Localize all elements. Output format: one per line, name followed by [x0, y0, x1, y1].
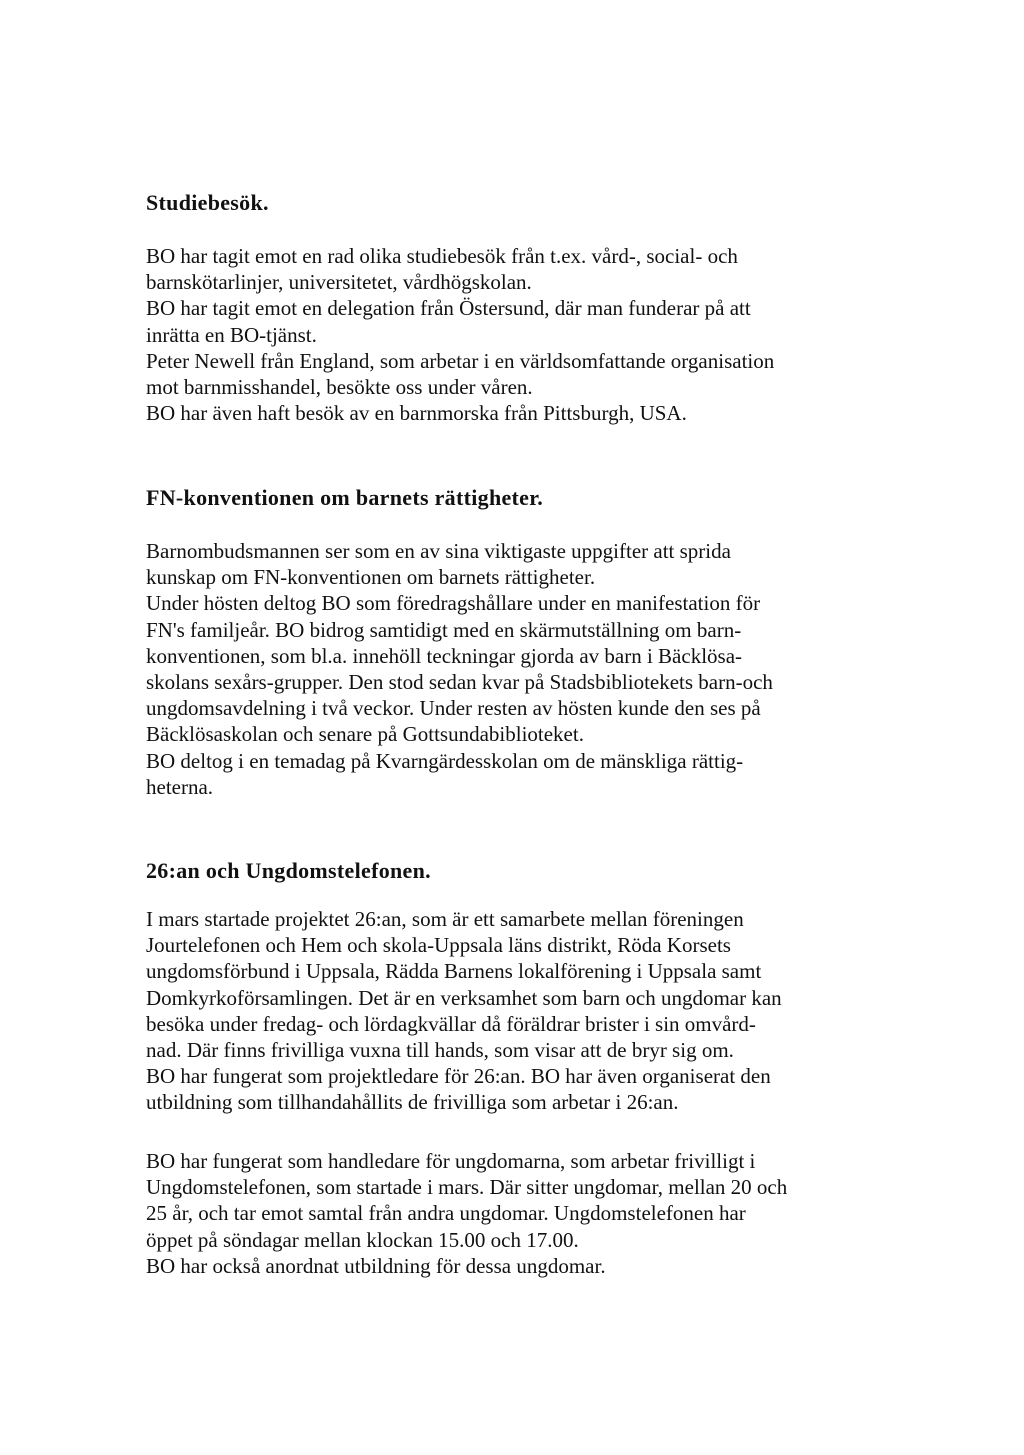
text-line: BO har fungerat som handledare för ungdomarna, som arbetar frivilligt i [146, 1149, 756, 1173]
text-line: BO har tagit emot en delegation från Östersund, där man funderar på att [146, 296, 751, 321]
section-paragraph [146, 538, 773, 800]
text-line: inrätta en BO-tjänst. [146, 322, 317, 347]
section-fn-konventionen [146, 483, 773, 799]
text-line: Jourtelefonen och Hem och skola-Uppsala läns distrikt, Röda Korsets [146, 933, 731, 958]
text-line: Domkyrkoförsamlingen. Det är en verksamhet som barn och ungdomar kan [146, 985, 782, 1010]
text-line: BO har fungerat som projektledare för 26:an. BO har även organiserat den [146, 1064, 771, 1089]
text-line: barnskötarlinjer, universitetet, vårdhögskolan. [146, 270, 532, 295]
section-paragraph [146, 243, 774, 426]
text-line: heterna. [146, 774, 214, 799]
text-line: BO har tagit emot en rad olika studiebesök från t.ex. vård-, social- och [146, 244, 738, 268]
text-line: Under hösten deltog BO som föredragshållare under en manifestation för [146, 591, 761, 616]
section-paragraph [146, 906, 782, 1116]
text-line: utbildning som tillhandahållits de frivilliga som arbetar i 26:an. [146, 1090, 679, 1115]
text-line: 25 år, och tar emot samtal från andra ungdomar. Ungdomstelefonen har [146, 1201, 746, 1226]
section-26an-ungdomstelefonen [146, 856, 782, 1115]
text-line: BO har även haft besök av en barnmorska från Pittsburgh, USA. [146, 401, 687, 426]
text-line: konventionen, som bl.a. innehöll teckningar gjorda av barn i Bäcklösa- [146, 643, 743, 668]
section-heading: Studiebesök. [146, 190, 269, 215]
text-line: öppet på söndagar mellan klockan 15.00 och 17.00. [146, 1227, 579, 1252]
section-paragraph [146, 1148, 787, 1279]
text-line: BO har också anordnat utbildning för dessa ungdomar. [146, 1253, 606, 1278]
text-line: Barnombudsmannen ser som en av sina viktigaste uppgifter att sprida [146, 539, 731, 563]
text-line: mot barnmisshandel, besökte oss under våren. [146, 374, 533, 399]
text-line: nad. Där finns frivilliga vuxna till hands, som visar att de bryr sig om. [146, 1037, 734, 1062]
text-line: FN's familjeår. BO bidrog samtidigt med en skärmutställning om barn- [146, 617, 742, 642]
section-heading: 26:an och Ungdomstelefonen. [146, 858, 431, 883]
text-line: Bäcklösaskolan och senare på Gottsundabiblioteket. [146, 722, 584, 747]
section-heading: FN-konventionen om barnets rättigheter. [146, 485, 544, 510]
text-line: besöka under fredag- och lördagkvällar då föräldrar brister i sin omvård- [146, 1011, 756, 1036]
text-line: Peter Newell från England, som arbetar i en världsomfattande organisation [146, 348, 775, 373]
text-line: Ungdomstelefonen, som startade i mars. Där sitter ungdomar, mellan 20 och [146, 1175, 788, 1200]
text-line: I mars startade projektet 26:an, som är ett samarbete mellan föreningen [146, 907, 744, 931]
text-line: BO deltog i en temadag på Kvarngärdesskolan om de mänskliga rättig- [146, 748, 744, 773]
text-line: kunskap om FN-konventionen om barnets rättigheter. [146, 565, 596, 590]
text-line: skolans sexårs-grupper. Den stod sedan kvar på Stadsbibliotekets barn-och [146, 669, 773, 694]
section-studiebesok [146, 188, 775, 426]
text-line: ungdomsförbund i Uppsala, Rädda Barnens lokalförening i Uppsala samt [146, 959, 762, 984]
text-line: ungdomsavdelning i två veckor. Under resten av hösten kunde den ses på [146, 696, 761, 721]
